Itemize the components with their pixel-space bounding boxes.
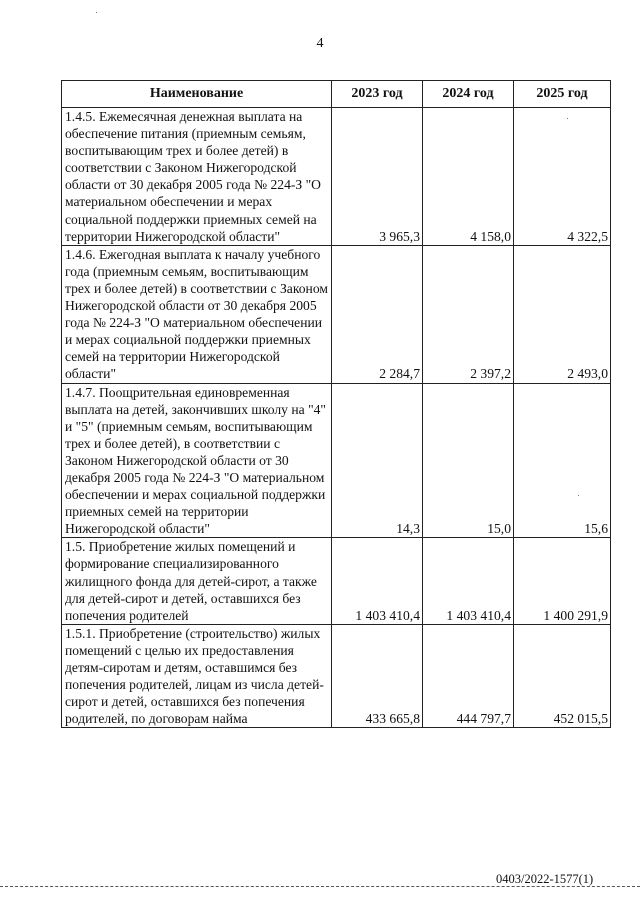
row-name: 1.4.5. Ежемесячная денежная выплата на обеспечение питания (приемным семьям, воспитывающим трех и более детей) в соответствии с Законом Нижегородской области от 30 декабря 2005 года № 224-З "О материальном обеспечении и мерах социальной поддержки приемных семей на территории Нижегородской области" bbox=[62, 108, 332, 246]
row-value-2025: 2 493,0 bbox=[514, 245, 611, 383]
row-value-2025: 15,6 bbox=[514, 383, 611, 538]
header-name: Наименование bbox=[62, 81, 332, 108]
row-name: 1.4.7. Поощрительная единовременная выплата на детей, закончивших школу на "4" и "5" (приемным семьям, воспитывающим трех и более детей), в соответствии с Законом Нижегородской области от 30 декабря 2005 года № 224-З "О материальном обеспечении и мерах социальной поддержки приемных семей на территории Нижегородской области" bbox=[62, 383, 332, 538]
row-value-2025: 452 015,5 bbox=[514, 624, 611, 728]
row-value-2023: 1 403 410,4 bbox=[332, 538, 423, 624]
table-row bbox=[62, 383, 611, 538]
row-value-2024: 4 158,0 bbox=[423, 108, 514, 246]
row-value-2024: 444 797,7 bbox=[423, 624, 514, 728]
row-name: 1.5.1. Приобретение (строительство) жилых помещений с целью их предоставления детям-сиротам и детям, оставшимся без попечения родителей, лицам из числа детей-сирот и детей, оставшихся без попечения родителей, по договорам найма bbox=[62, 624, 332, 728]
row-value-2023: 14,3 bbox=[332, 383, 423, 538]
row-value-2023: 2 284,7 bbox=[332, 245, 423, 383]
table-header-row bbox=[62, 81, 611, 108]
row-value-2024: 15,0 bbox=[423, 383, 514, 538]
row-value-2025: 1 400 291,9 bbox=[514, 538, 611, 624]
budget-table bbox=[61, 80, 611, 728]
header-2024: 2024 год bbox=[423, 81, 514, 108]
page-number: 4 bbox=[316, 36, 324, 51]
row-value-2023: 3 965,3 bbox=[332, 108, 423, 246]
row-value-2024: 2 397,2 bbox=[423, 245, 514, 383]
row-value-2023: 433 665,8 bbox=[332, 624, 423, 728]
row-name: 1.4.6. Ежегодная выплата к началу учебного года (приемным семьям, воспитывающим трех и более детей) в соответствии с Законом Нижегородской области от 30 декабря 2005 года № 224-З "О материальном обеспечении и мерах социальной поддержки приемных семей на территории Нижегородской области" bbox=[62, 245, 332, 383]
table-row bbox=[62, 538, 611, 624]
scan-artifact bbox=[96, 12, 97, 13]
row-value-2025: 4 322,5 bbox=[514, 108, 611, 246]
header-2025: 2025 год bbox=[514, 81, 611, 108]
table-row bbox=[62, 245, 611, 383]
scan-artifact bbox=[567, 118, 568, 119]
document-code: 0403/2022-1577(1) bbox=[496, 872, 594, 886]
row-name: 1.5. Приобретение жилых помещений и формирование специализированного жилищного фонда для детей-сирот, а также для детей-сирот и детей, оставшихся без попечения родителей bbox=[62, 538, 332, 624]
scan-edge-line bbox=[0, 886, 640, 887]
row-value-2024: 1 403 410,4 bbox=[423, 538, 514, 624]
scan-artifact bbox=[578, 495, 579, 496]
table-row bbox=[62, 624, 611, 728]
table-row bbox=[62, 108, 611, 246]
header-2023: 2023 год bbox=[332, 81, 423, 108]
